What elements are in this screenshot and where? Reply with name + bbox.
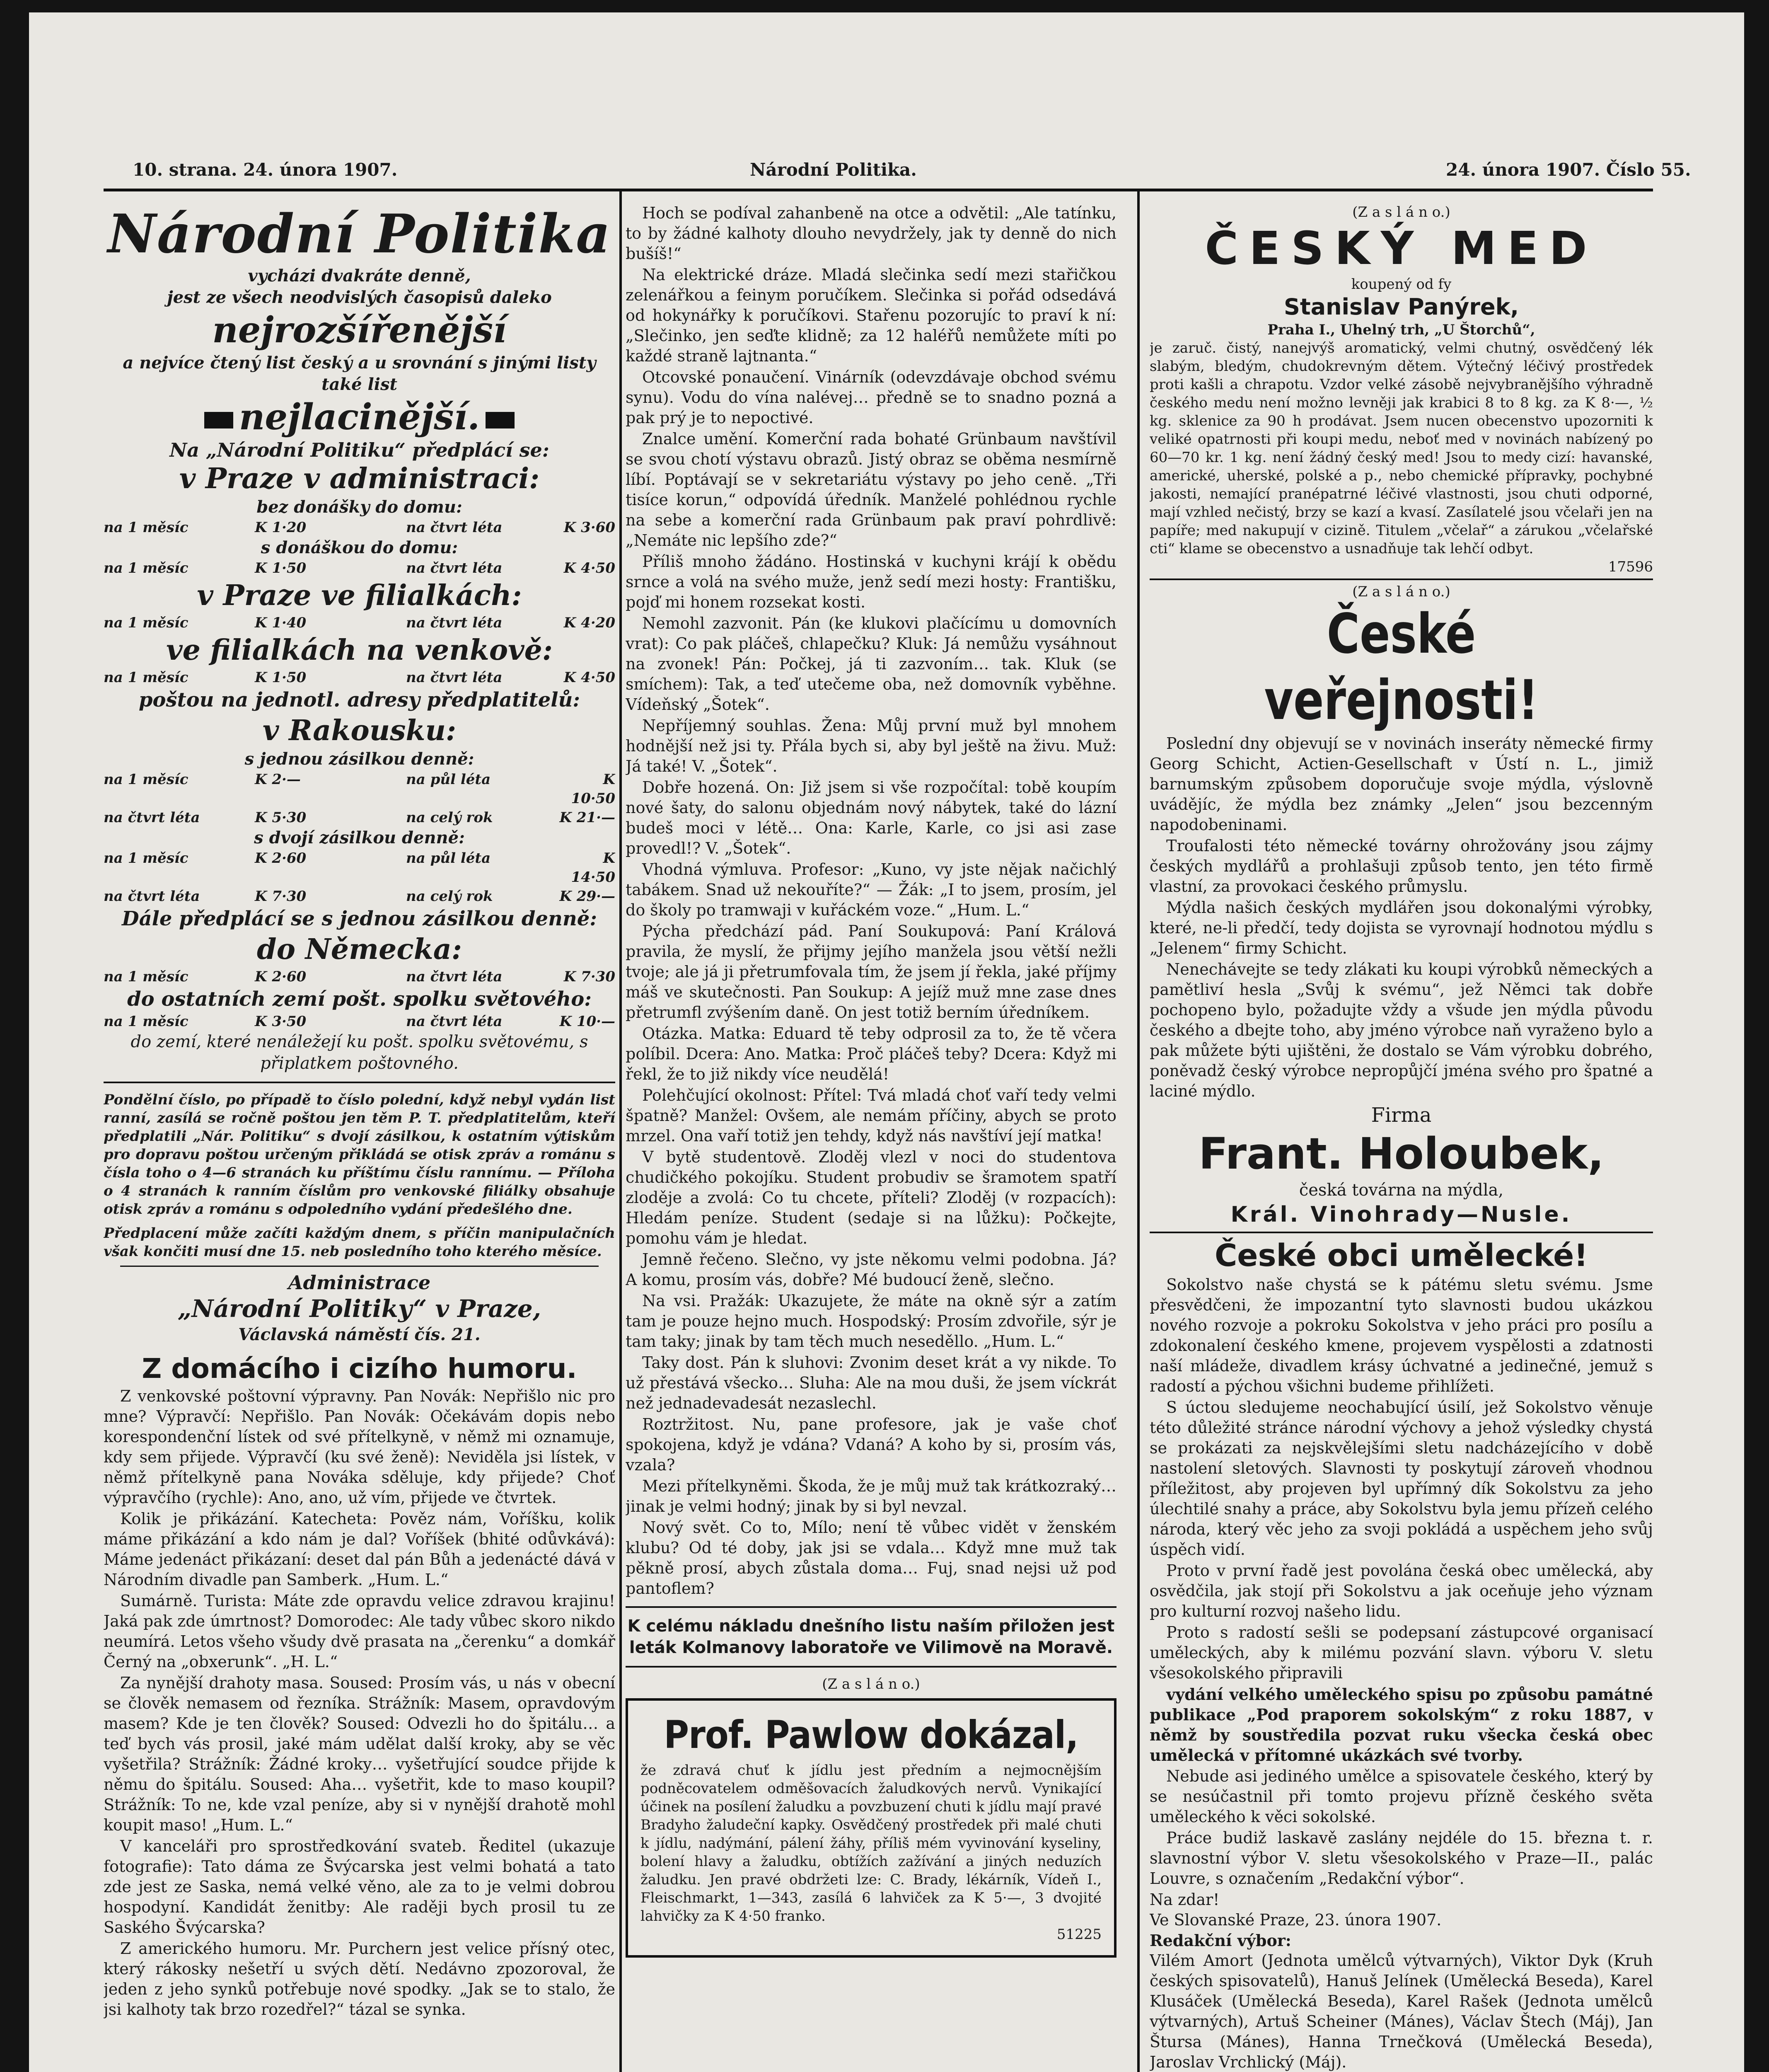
header-center: Národní Politika. xyxy=(750,160,917,180)
honey-ad-title: ČESKÝ MED xyxy=(1205,222,1598,275)
art-community-text xyxy=(1150,1275,1653,1889)
paragraph: Z amerického humoru. Mr. Purchern jest velice přísný otec, který rákosky nešetří u svých dětí. Nedávno zpozoroval, že jeden z jeho synků potřebuje nové spodky. „Jak se to stalo, že jsi kalhoty tak brzo rozedřel?“ tázal se synka. xyxy=(104,1939,615,2019)
price-row: na 1 měsíc K 2·— na půl léta K 10·50 xyxy=(104,771,615,807)
honey-ad-address: Praha I., Uhelný trh, „U Štorchů“, xyxy=(1267,322,1535,338)
administration-address: Václavská náměstí čís. 21. xyxy=(238,1325,481,1344)
ad-title: Prof. Pawlow dokázal, xyxy=(664,1713,1078,1757)
section-heading: v Praze ve filialkách: xyxy=(197,579,522,612)
section-heading: do Německa: xyxy=(257,933,462,966)
price-row: na čtvrt léta K 5·30 na celý rok K 21·— xyxy=(104,809,615,826)
column-3 xyxy=(1150,203,1653,2072)
sub-line: s dvojí zásilkou denně: xyxy=(254,828,465,847)
paragraph: Pýcha předchází pád. Paní Soukupová: Paní Králová pravila, že myslí, že přijmy jejího manžela jsou větší nežli tvoje; ale já ji přetrumfovala tím, že jsem jí řekla, jaké příjmy máš ve skutečnosti. Pan Soukup: A jejíž muž mne zase dnes přetrumfl zvýšením daně. On jest totiž berním úředníkem. xyxy=(626,922,1116,1021)
art-community-title: České obci umělecké! xyxy=(1214,1238,1588,1273)
paragraph: Roztržitost. Nu, pane profesore, jak je vaše choť spokojena, když je vdána? Vdaná? A koho by si, prosím vás, vzala? xyxy=(626,1415,1116,1474)
column-1 xyxy=(104,203,615,2021)
paragraph: Na vsi. Pražák: Ukazujete, že máte na okně sýr a zatím tam je pouze hejno much. Hospodský: Prosím zdvořile, sýr je tam taky; jinak by tam těch much neseděllo. „Hum. L.“ xyxy=(626,1292,1116,1351)
headline: nejlacinější. xyxy=(104,395,615,439)
sub-line: Na „Národní Politiku“ předplácí se: xyxy=(169,439,549,461)
section-heading: ve filialkách na venkově: xyxy=(166,634,553,667)
divider xyxy=(120,1266,599,1267)
hand-pointer-icon xyxy=(486,412,515,428)
hand-pointer-icon xyxy=(204,412,233,428)
paragraph: Mezi přítelkyněmi. Škoda, že je můj muž tak krátkozraký… jinak je velmi hodný; jinak by si byl nevzal. xyxy=(626,1477,1116,1515)
paragraph: Poslední dny objevují se v novinách inseráty německé firmy Georg Schicht, Actien-Gesellschaft v Ústí n. L., jimiž barnumským způsobem doporučuje svoje mýdla, výslovně uvádějíc, že mýdla bez známky „Jelen“ jsou bezcenným napodobeninami. xyxy=(1150,734,1653,834)
paragraph: Sumárně. Turista: Máte zde opravdu velice zdravou krajinu! Jaká pak zde úmrtnost? Domorodec: Ale tady vůbec skoro nikdo neumírá. Letos všeho všudy dvě prasata na „čerenku“ a domkář Černý na „obxerunk“. „H. L.“ xyxy=(104,1592,615,1671)
divider xyxy=(626,1606,1116,1608)
paragraph: Za nynější drahoty masa. Soused: Prosím vás, u nás v obecní se člověk nemasem od řezníka. Strážník: Masem, opravdovým masem? Kde je ten člověk? Soused: Odvezli ho do špitálu… a teď bych vás prosil, jaké mám udělat další kroky, aby se věc vyšetřila? Strážník: Žádné kroky… vyšetřující soudce přijde k němu do špitálu. Soused: Aha… vyšetřit, kde to maso koupil? Strážník: To ne, kde vzal peníze, aby si v nynější drahotě mohl koupit maso! „Hum. L.“ xyxy=(104,1674,615,1834)
paragraph: Nebude asi jediného umělce a spisovatele českého, který by se nesúčastnil při tomto projevu přízně českého světa uměleckého k věci sokolské. xyxy=(1150,1767,1653,1826)
divider xyxy=(104,1082,615,1083)
firma-sub: česká továrna na mýdla, xyxy=(1299,1181,1504,1200)
paragraph: Hoch se podíval zahanbeně na otce a odvětil: „Ale tatínku, to by žádné kalhoty dlouho nevydržely, jak ty denně do nich bušíš!“ xyxy=(626,204,1116,263)
paragraph: vydání velkého uměleckého spisu po způsobu památné publikace „Pod praporem sokolským“ z roku 1887, v němž by soustředila pozvat ruku všecka česká obec umělecká v přítomné ukázkách své tvorby. xyxy=(1150,1685,1653,1765)
humor-continued xyxy=(626,203,1116,1599)
paragraph: Kolik je přikázání. Katecheta: Pověz nám, Voříšku, kolik máme přikázání a kdo nám je dal? Voříšek (bhité odůvkává): Máme jedenáct přikázaní: deset dal pán Bůh a jedenácté dává v Národním divadle pan Samberk. „Hum. L.“ xyxy=(104,1510,615,1589)
paid-notice-label: (Z a s l á n o.) xyxy=(1352,204,1450,220)
header-rule xyxy=(104,189,1653,191)
sub-line: a nejvíce čtený list český a u srovnání s jinými listy také list xyxy=(123,353,596,394)
paragraph: Znalce umění. Komerční rada bohaté Grünbaum navštívil se svou chotí výstavu obrazů. Jistý obraz se oběma nesmírně líbí. Poptávají se v sekretariátu výstavy po jeho ceně. „Tři tisíce korun,“ odpovídá úředník. Manželé pohlédnou rychle na sebe a komerční rada Grünbaum pak praví pohrdlivě: „Nemáte nic lepšího zde?“ xyxy=(626,430,1116,549)
honey-ad-firm: Stanislav Panýrek, xyxy=(1283,294,1519,320)
honey-ad-text: je zaruč. čistý, nanejvýš aromatický, velmi chutný, osvědčený lék slabým, bledým, chudokrevným dětem. Výtečný léčivý prostředek proti kašli a chrapotu. Vzdor velké zásobě nejvybranějšího výhradně českého medu není možno levněji jak krabici 8 to 8 kg. za K 8·—, ½ kg. sklenice za 90 h prodávat. Jsem nucen obecenstvo upozorniti k veliké opatrnosti při koupi medu, neboť med v novinách nabízený po 60—70 kr. 1 kg. není žádný český med! Jsou to medy cizí: havanské, americké, uherské, polské a p., nebo chemické přípravky, pochybné jakosti, nemající pranépatrné léčivé vlastnosti, jsou chuti odporné, mají vzhled nečistý, brzy se kazí a kvasí. Zasílatelé jsou včelaři jen na papíře; med nakupují v cizině. Titulem „včelař“ a zárukou „včelařské cti“ klame se obecenstvo a usnadňuje tak lehčí odbyt. xyxy=(1150,340,1653,557)
firma-name: Frant. Holoubek, xyxy=(1199,1128,1604,1179)
header-right: 24. února 1907. Číslo 55. xyxy=(1446,160,1691,180)
paragraph: Taky dost. Pán k sluhovi: Zvonim deset krát a vy nikde. To už přestává všecko… Sluha: Ale na mou duši, že jsem víckrát než jednadevadesát nezaslechl. xyxy=(626,1353,1116,1412)
notice: Předplacení může začíti každým dnem, s příčin manipulačních však končiti musí dne 15. neb posledního toho kterého měsíce. xyxy=(104,1225,615,1260)
editorial-board-names: Vilém Amort (Jednota umělců výtvarných), Viktor Dyk (Kruh českých spisovatelů), Hanuš Jelínek (Umělecká Beseda), Karel Klusáček (Umělecká Beseda), Karel Rašek (Jednota umělců výtvarných), Artuš Scheiner (Mánes), Václav Štech (Máj), Jan Štursa (Mánes), Hanna Trnečková (Umělecká Beseda), Jaroslav Vrchlický (Máj). xyxy=(1150,1951,1653,2071)
paragraph: Nepříjemný souhlas. Žena: Můj první muž byl mnohem hodnější než jsi ty. Přála bych si, aby byl ještě na živu. Muž: Já také! V. „Šotek“. xyxy=(626,716,1116,775)
sub-line: s donáškou do domu: xyxy=(261,538,458,557)
sub-line: do zemí, které nenáležejí ku pošt. spolku světovému, s připlatkem poštovného. xyxy=(130,1032,588,1073)
price-row: na 1 měsíc K 3·50 na čtvrt léta K 10·— xyxy=(104,1013,615,1030)
price-row: na čtvrt léta K 7·30 na celý rok K 29·— xyxy=(104,888,615,905)
honey-ad-number: 17596 xyxy=(1608,559,1653,575)
divider xyxy=(626,1666,1116,1668)
sub-line: jest ze všech neodvislých časopisů daleko xyxy=(167,288,552,307)
administration-label: Administrace xyxy=(288,1271,431,1294)
price-row: na 1 měsíc K 1·50 na čtvrt léta K 4·50 xyxy=(104,669,615,686)
paragraph: Na elektrické dráze. Mladá slečinka sedí mezi stařičkou zelenářkou a feinym poručíkem. Slečinka si pořád odsedává od hokynářky k poručíkovi. Stařenu pozorujíc to praví k ní: „Slečinko, jen seďte klidně; za 12 haléřů nemůžete míti po každé straně lajtnanta.“ xyxy=(626,266,1116,365)
paragraph: Proto v první řadě jest povolána česká obec umělecká, aby osvědčila, jak stojí při Sokolstvu a jak oceňuje jeho význam pro kulturní rozvoj našeho lidu. xyxy=(1150,1561,1653,1620)
firma-address: Král. Vinohrady—Nusle. xyxy=(1230,1202,1572,1227)
paragraph: S úctou sledujeme neochabující úsilí, jež Sokolstvo věnuje této důležité stránce národní výchovy a jehož výsledky chystá se prokázati za nejskvělejšími sletu nadcházejícího v době nastolení sletových. Slavnosti ty poskytují zároveň vhodnou příležitost, aby projeven byl upřímný dík Sokolstvu za jeho úlechtilé snahy a práce, aby Sokolstvu byla jemu přízeň celého národa, který věc jeho za svoji pokládá a uspěchem jeho svůj úspěch vidí. xyxy=(1150,1398,1653,1559)
section-heading: poštou na jednotl. adresy předplatitelů: xyxy=(138,688,580,712)
pawlow-advertisement xyxy=(626,1698,1116,1958)
column-2 xyxy=(626,203,1116,1958)
paragraph: Z venkovské poštovní výpravny. Pan Novák: Nepřišlo nic pro mne? Výpravčí: Nepřišlo. Pan Novák: Očekávám dopis nebo korespondenční lístek od své přítelkyně, v němž mi oznamuje, kdy sem přijede. Výpravčí (ku své ženě): Neviděla jsi lístek, v němž přítelkyně pana Nováka sděluje, kdy přijede? Choť výpravčího (rychle): Ano, ano, už vím, přijede ve čtvrtek. xyxy=(104,1387,615,1507)
price-row: na 1 měsíc K 1·20 na čtvrt léta K 3·60 xyxy=(104,519,615,536)
paragraph: Vhodná výmluva. Profesor: „Kuno, vy jste nějak načichlý tabákem. Snad už nekouříte?“ — Žák: „I to jsem, prosím, jel do školy po tramwaji v kuřáckém voze.“ „Hum. L.“ xyxy=(626,860,1116,919)
paragraph: Proto s radostí sešli se podepsaní zástupcové organisací uměleckých, aby k milému pozvání slavn. výboru V. sletu všesokolského připravili xyxy=(1150,1623,1653,1682)
public-appeal-title: České veřejnosti! xyxy=(1264,602,1539,732)
place-date: Ve Slovanské Praze, 23. února 1907. xyxy=(1150,1911,1442,1929)
paragraph: Mýdla našich českých mydlářen jsou dokonalými výrobky, které, ne-li předčí, tedy dojista se vyrovnají hodnotou mýdlu s „Jelenem“ firmy Schicht. xyxy=(1150,898,1653,957)
sub-line: vycházi dvakráte denně, xyxy=(248,266,471,286)
price-row: na 1 měsíc K 2·60 na půl léta K 14·50 xyxy=(104,850,615,886)
paragraph: Otázka. Matka: Eduard tě teby odprosil za to, že tě včera políbil. Dcera: Ano. Matka: Proč pláčeš teby? Dcera: Když mi řekl, že to již nikdy více neudělá! xyxy=(626,1024,1116,1083)
paragraph: Polehčující okolnost: Přítel: Tvá mladá choť vaří tedy velmi špatně? Manžel: Ovšem, ale nemám příčiny, abych se proto mrzel. Ona vaří totiž jen tehdy, když nás navštíví její matka! xyxy=(626,1086,1116,1145)
public-appeal-text xyxy=(1150,733,1653,1101)
paragraph: Nový svět. Co to, Mílo; není tě vůbec vidět v ženském klubu? Od té doby, jak jsi se vdala… Když mne muž tak pěkně prosí, abych zůstala doma… Fuj, snad nejsi už pod pantoflem? xyxy=(626,1518,1116,1598)
headline: nejrozšířenější xyxy=(212,309,507,351)
paragraph: Dobře hozená. On: Již jsem si vše rozpočítal: tobě koupím nové šaty, do salonu objednám nový nábytek, také do lázní budeš moci v létě… Ona: Karle, Karle, co jsi asi zase provedl!? V. „Šotek“. xyxy=(626,778,1116,857)
page-header xyxy=(104,160,1691,189)
notice: Pondělní číslo, po případě to číslo polední, když nebyl vydán list ranní, zasílá se ročně poštou jen těm P. T. předplatitelům, kteří předplatili „Nár. Politiku“ s dvojí zásilkou, k ostatním výtiskům pro dopravu poštou určeným přikládá se otisk zpráv a románu s čísla toho o 4—6 stranách ku příštímu číslu rannímu. — Příloha o 4 stranách k ranním číslům pro venkovské filiálky obsahuje otisk zpráv a románu s odpoledního vydání předešlého dne. xyxy=(104,1092,615,1218)
paragraph: V bytě studentově. Zloděj vlezl v noci do studentova chudičkého pokojíku. Student probudiv se šramotem spatří zloděje a zvolá: Co tu chcete, příteli? Zloděj (v rozpacích): Hledám peníze. Student (sedaje si na lůžku): Počkejte, pomohu vám je hledat. xyxy=(626,1148,1116,1247)
sub-line: bez donášky do domu: xyxy=(256,497,462,517)
paid-notice-label: (Z a s l á n o.) xyxy=(822,1676,920,1692)
paragraph: Příliš mnoho žádáno. Hostinská v kuchyni krájí k obědu srnce a volá na svého muže, jenž sedí mezi hosty: Františku, pojď mi honem rozsekat kosti. xyxy=(626,552,1116,611)
paragraph: Troufalosti této německé továrny ohrožovány jsou zájmy českých mydlářů a prohlašuji způsob tento, jen této firmě vlastní, za provokaci českého průmyslu. xyxy=(1150,837,1653,896)
price-row: na 1 měsíc K 1·40 na čtvrt léta K 4·20 xyxy=(104,615,615,631)
section-heading: v Praze v administraci: xyxy=(179,462,540,495)
section-heading: v Rakousku: xyxy=(262,714,457,747)
humor-heading: Z domácího i cizího humoru. xyxy=(142,1353,577,1385)
paragraph: Sokolstvo naše chystá se k pátému sletu svému. Jsme přesvědčeni, že impozantní tyto slavnosti budou ukázkou nového rozvoje a pokroku Sokolstva v jeho práci pro posílu a zdokonalení českého kmene, projevem vyspělosti a zdatnosti naší mládeže, divadlem krásy úchvatné a jedinečné, jemuž s radostí a pýchou všichni budeme přihlížeti. xyxy=(1150,1276,1653,1395)
firma-label: Firma xyxy=(1371,1104,1432,1127)
masthead-title: Národní Politika xyxy=(107,203,611,265)
paid-notice-label: (Z a s l á n o.) xyxy=(1352,583,1450,600)
ad-text: že zdravá chuť k jídlu jest předním a nejmocnějším podněcovatelem odměšovacích žaludkových nervů. Vynikající účinek na posílení žaludku a povzbuzení chuti k jídlu mají pravé Bradyho žaludeční kapky. Osvědčený prostředek při malé chuti k jídlu, nadýmání, pálení žáhy, příliš mém vyvinování kyseliny, bolení hlavy a žaludku, obtížích zažívání a jiných neduzích žaludku. Jen pravé obdržeti lze: C. Brady, lékárník, Vídeň I., Fleischmarkt, 1—343, zasílá 6 lahviček za K 5·—, 3 dvojité lahvičky za K 4·50 franko. xyxy=(640,1762,1102,1924)
paragraph: Nenechávejte se tedy zlákati ku koupi výrobků německých a pamětliví hesla „Svůj k svému“, jež Němci tak dobře pochopeno bylo, požadujte vždy a všude jen mýdla původu českého a dbejte toho, aby jméno výrobce naň vyraženo bylo a pak můžete býti ujištěni, že dostalo se Vám výrobku dobrého, poněvadž český výrobce nepropůjčí jména svého pro špatné a laciné mýdlo. xyxy=(1150,960,1653,1100)
column-divider-2 xyxy=(1137,191,1140,2072)
editorial-board-label: Redakční výbor: xyxy=(1150,1931,1291,1950)
price-row: na 1 měsíc K 1·50 na čtvrt léta K 4·50 xyxy=(104,560,615,576)
humor-text xyxy=(104,1386,615,2020)
sub-line: s jednou zásilkou denně: xyxy=(244,749,474,769)
section-heading: Dále předplácí se s jednou zásilkou denně: xyxy=(121,907,597,930)
administration-title: „Národní Politiky“ v Praze, xyxy=(177,1295,541,1323)
paragraph: Práce budiž laskavě zaslány nejdéle do 15. března t. r. slavnostní výbor V. sletu všesokolského v Praze—II., palác Louvre, s označením „Redakční výbor“. xyxy=(1150,1829,1653,1888)
price-row: na 1 měsíc K 2·60 na čtvrt léta K 7·30 xyxy=(104,968,615,985)
divider xyxy=(1150,1232,1653,1233)
supplement-notice: K celému nákladu dnešního listu naším přiložen jest leták Kolmanovy laboratoře ve Vilimově na Moravě. xyxy=(627,1617,1115,1657)
section-heading: do ostatních zemí pošt. spolku světového: xyxy=(127,988,592,1011)
column-divider-1 xyxy=(619,191,622,2072)
divider xyxy=(1150,579,1653,580)
paragraph: Jemně řečeno. Slečno, vy jste někomu velmi podobna. Já? A komu, prosím vás, dobře? Mé budoucí ženě, slečno. xyxy=(626,1250,1116,1289)
honey-ad-sub: koupený od fy xyxy=(1351,276,1452,293)
paragraph: Otcovské ponaučení. Vinárník (odevzdávaje obchod svému synu). Vodu do vína nalévej… předně se to snadno pozná a pak prý je to nepoctivé. xyxy=(626,368,1116,427)
paragraph: V kanceláři pro sprostředkování svateb. Ředitel (ukazuje fotografie): Tato dáma ze Švýcarska jest velmi bohatá a tato zde jest ze Saska, nemá velké věno, ale za to je velmi dobrou hospodyní. Kandidát ženitby: Ale raději bych prosil tu ze Saského Švýcarska? xyxy=(104,1837,615,1936)
header-left: 10. strana. 24. února 1907. xyxy=(133,160,398,180)
na-zdar: Na zdar! xyxy=(1150,1890,1220,1909)
paragraph: Nemohl zazvonit. Pán (ke klukovi plačícímu u domovních vrat): Co pak pláčeš, chlapečku? Kluk: Já nemůžu vysáhnout na zvonek! Pán: Počkej, já ti zazvoním… tak. Kluk (se smíchem): Tak, a teď utečeme oba, než domovník vyběhne. Vídeňský „Šotek“. xyxy=(626,614,1116,714)
ad-number: 51225 xyxy=(1056,1926,1102,1943)
